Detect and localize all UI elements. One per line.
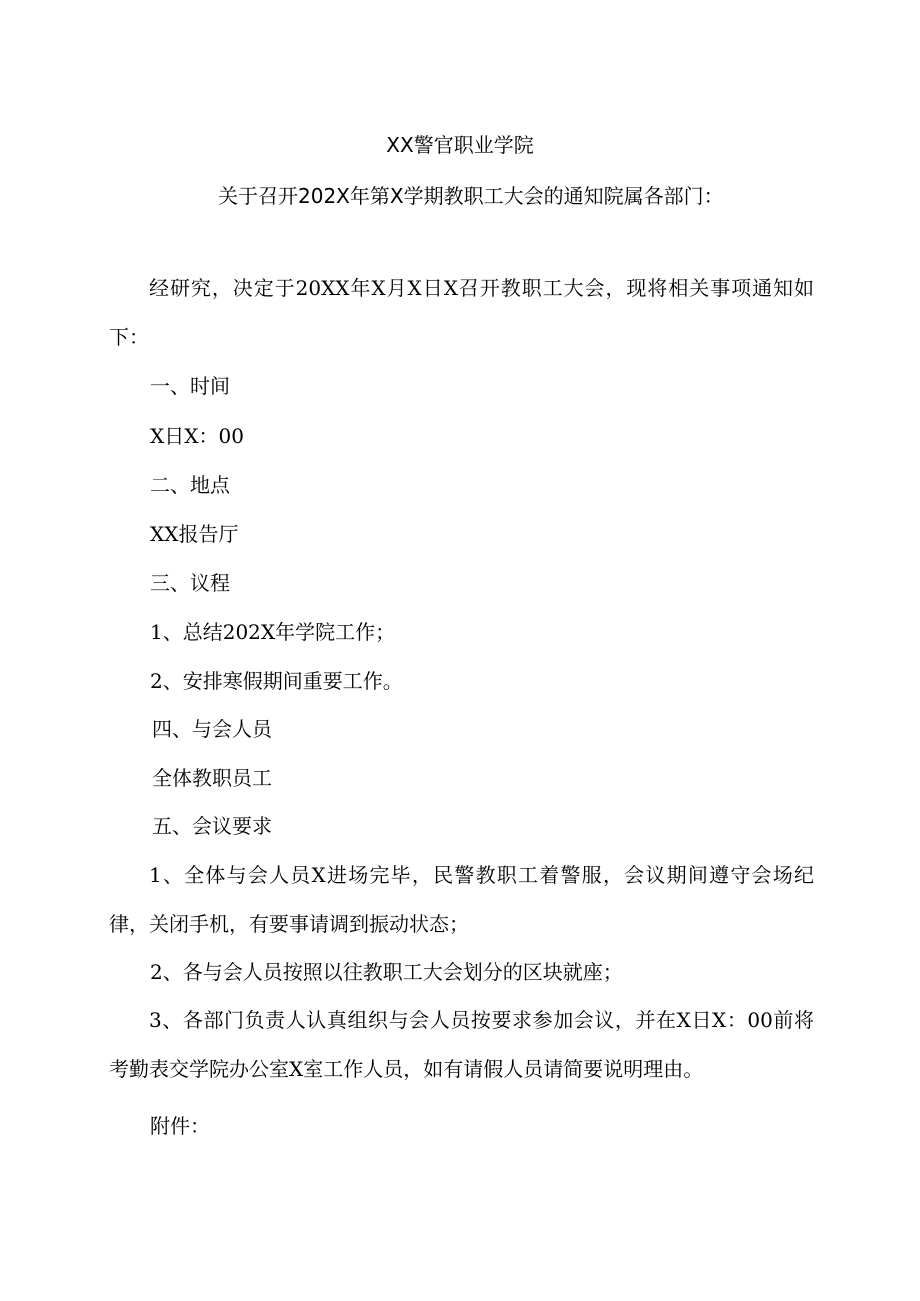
document-title: XX警官职业学院 [386, 133, 534, 157]
requirement-1: 1、全体与会人员X进场完毕，民警教职工着警服，会议期间遵守会场纪律，关闭手机，有要事请调到振动状态； [109, 863, 814, 936]
requirements-heading: 五、会议要求 [152, 814, 272, 838]
place-value: XX报告厅 [150, 522, 239, 546]
requirement-3: 3、各部门负责人认真组织与会人员按要求参加会议，并在X日X：00前将考勤表交学院办公室X室工作人员，如有请假人员请简要说明理由。 [109, 1008, 814, 1081]
requirement-2: 2、各与会人员按照以往教职工大会划分的区块就座； [150, 960, 623, 984]
agenda-item-1: 1、总结202X年学院工作； [150, 620, 396, 644]
time-value: X日X：00 [150, 424, 244, 448]
attendees-value: 全体教职员工 [152, 766, 272, 790]
time-heading: 一、时间 [150, 374, 230, 398]
document-subtitle: 关于召开202X年第X学期教职工大会的通知院属各部门： [218, 184, 724, 208]
agenda-item-2: 2、安排寒假期间重要工作。 [150, 669, 403, 693]
intro-paragraph: 经研究，决定于20XX年X月X日X召开教职工大会，现将相关事项通知如下： [109, 276, 814, 349]
place-heading: 二、地点 [150, 473, 230, 497]
attendees-heading: 四、与会人员 [152, 717, 272, 741]
agenda-heading: 三、议程 [150, 571, 230, 595]
attachment-label: 附件： [150, 1114, 210, 1138]
